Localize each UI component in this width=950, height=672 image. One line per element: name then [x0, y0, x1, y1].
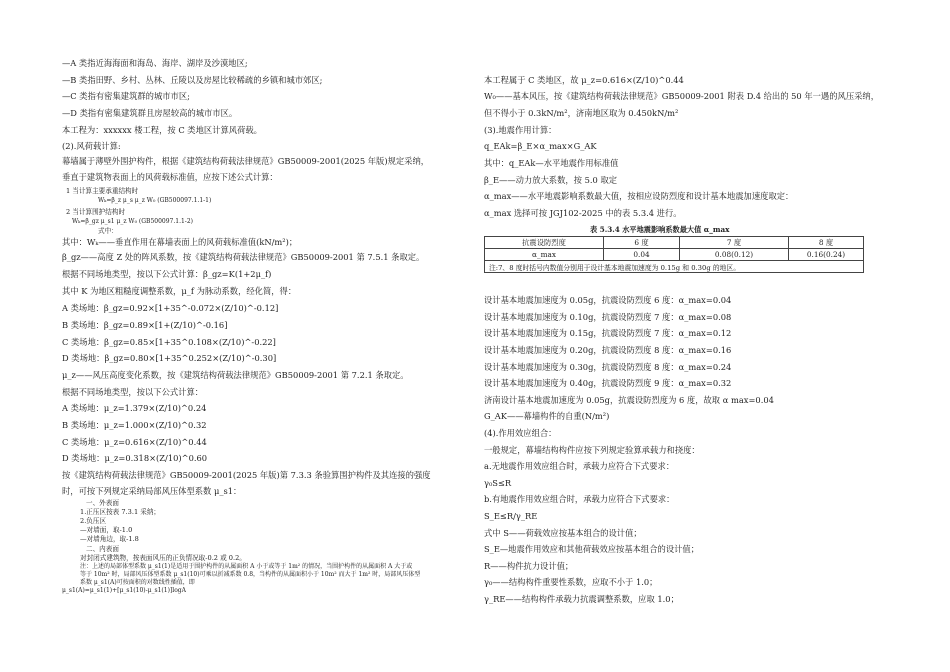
- text-line: Wₖ=β_z μ_s μ_z W₀ (GB500097.1.1-1): [98, 197, 212, 204]
- text-line: γ₀S≤R: [484, 478, 512, 488]
- table-cell: 0.04: [604, 249, 680, 261]
- table-cell: 8 度: [789, 237, 864, 249]
- text-line: B 类场地：μ_z=1.000×(Z/10)^0.32: [62, 420, 207, 430]
- text-line: G_AK——幕墙构件的自重(N/m²): [484, 411, 610, 421]
- text-line: D 类场地：β_gz=0.80×[1+35^0.252×(Z/10)^-0.30]: [62, 353, 277, 363]
- text-line: 设计基本地震加速度为 0.10g，抗震设防烈度 7 度：α_max=0.08: [484, 312, 732, 322]
- text-line: Wₖ=β_gz μ_s1 μ_z W₀ (GB500097.1.1-2): [72, 218, 193, 225]
- table-cell: 7 度: [680, 237, 789, 249]
- text-line: γ₀——结构构件重要性系数，应取不小于 1.0；: [484, 577, 658, 587]
- text-line: 一、外表面: [86, 499, 119, 507]
- table-cell: α_max: [485, 249, 604, 261]
- text-line: A 类场地：β_gz=0.92×[1+35^-0.072×(Z/10)^-0.12]: [62, 303, 279, 313]
- text-line: 其中 K 为地区粗糙度调整系数，μ_f 为脉动系数，经化简，得：: [62, 286, 297, 296]
- text-line: 系数 μ_s1(A)可按面积的对数线性插值，即: [80, 579, 195, 586]
- seismic-coefficient-table: [484, 236, 864, 273]
- text-line: (2).风荷载计算:: [62, 141, 121, 151]
- text-line: —对墙面，取-1.0: [80, 526, 133, 534]
- text-line: b.有地震作用效应组合时，承载力应符合下式要求：: [484, 494, 675, 504]
- text-line: —D 类指有密集建筑群且房屋较高的城市市区。: [62, 108, 238, 118]
- text-line: γ_RE——结构构件承载力抗震调整系数，应取 1.0；: [484, 594, 679, 604]
- text-line: 时，可按下列规定采纳局部风压体型系数 μ_s1：: [62, 486, 242, 496]
- text-line: 根据不同场地类型，按以下公式计算：: [62, 387, 204, 397]
- text-line: C 类场地：μ_z=0.616×(Z/10)^0.44: [62, 437, 207, 447]
- text-line: 二、内表面: [86, 545, 119, 553]
- table-note: 注:7、8 度时括号内数值分别用于设计基本地震加速度为 0.15g 和 0.30g 的地区。: [485, 261, 864, 273]
- text-line: 幕墙属于薄壁外围护构件，根据《建筑结构荷载法律规范》GB50009-2001(2025 年版)规定采纳，: [62, 156, 430, 166]
- text-line: α_max 选择可按 JGJ102-2025 中的表 5.3.4 进行。: [484, 208, 682, 218]
- text-line: 注：上述的局部体型系数 μ_s1(1)是适用于围护构件的从属面积 A 小于或等于 1m² 的情况，当围护构件的从属面积 A 大于或: [80, 563, 413, 570]
- text-line: 设计基本地震加速度为 0.05g，抗震设防烈度 6 度：α_max=0.04: [484, 295, 732, 305]
- text-line: 本工程属于 C 类地区，故 μ_z=0.616×(Z/10)^0.44: [484, 75, 684, 85]
- text-line: W₀——基本风压，按《建筑结构荷载法律规范》GB50009-2001 附表 D.4 给出的 50 年一遇的风压采纳，: [484, 91, 880, 101]
- text-line: 式中 S——荷载效应按基本组合的设计值；: [484, 528, 642, 538]
- table-header-row: [485, 237, 864, 249]
- table-cell: 0.08(0.12): [680, 249, 789, 261]
- text-line: C 类场地：β_gz=0.85×[1+35^0.108×(Z/10)^-0.22]: [62, 337, 276, 347]
- text-line: μ_s1(A)=μ_s1(1)+[μ_s1(10)-μ_s1(1)]logA: [62, 587, 186, 594]
- text-line: β_gz——高度 Z 处的阵风系数，按《建筑结构荷载法律规范》GB50009-2001 第 7.5.1 条取定。: [62, 252, 425, 262]
- text-line: 2 当计算围护结构时: [66, 208, 126, 216]
- text-line: 根据不同场地类型，按以下公式计算：β_gz=K(1+2μ_f): [62, 269, 272, 279]
- table-row: [485, 249, 864, 261]
- text-line: β_E——动力放大系数，按 5.0 取定: [484, 175, 618, 185]
- text-line: 设计基本地震加速度为 0.20g，抗震设防烈度 8 度：α_max=0.16: [484, 345, 732, 355]
- text-line: R——构件抗力设计值；: [484, 561, 574, 571]
- text-line: —C 类指有密集建筑群的城市市区;: [62, 91, 190, 101]
- text-line: a.无地震作用效应组合时，承载力应符合下式要求：: [484, 461, 675, 471]
- text-line: 一般规定，幕墙结构构件应按下列规定验算承载力和挠度：: [484, 445, 700, 455]
- text-line: 济南设计基本地震加速度为 0.05g，抗震设防烈度为 6 度，故取 α max=0.04: [484, 395, 774, 405]
- text-line: 本工程为：xxxxxx 楼工程，按 C 类地区计算风荷载。: [62, 125, 262, 135]
- text-line: 对封闭式建筑物，按表面风压的正负情况取-0.2 或 0.2。: [80, 554, 246, 562]
- text-line: (4).作用效应组合：: [484, 428, 557, 438]
- text-line: 设计基本地震加速度为 0.30g，抗震设防烈度 8 度：α_max=0.24: [484, 362, 732, 372]
- text-line: μ_z——风压高度变化系数，按《建筑结构荷载法律规范》GB50009-2001 第 7.2.1 条取定。: [62, 370, 409, 380]
- text-line: 设计基本地震加速度为 0.15g，抗震设防烈度 7 度：α_max=0.12: [484, 328, 732, 338]
- table-title: 表 5.3.4 水平地震影响系数最大值 α_max: [590, 225, 730, 234]
- text-line: 等于 10m² 时，局部风压体型系数 μ_s1(10)可乘以折减系数 0.8，当构件的从属面积小于 10m² 而大于 1m² 时，局部风压体型: [80, 571, 421, 578]
- table-note-row: [485, 261, 864, 273]
- text-line: —B 类指田野、乡村、丛林、丘陵以及房屋比较稀疏的乡镇和城市郊区;: [62, 75, 323, 85]
- text-line: 1 当计算主要承重结构时: [66, 187, 139, 195]
- table-cell: 抗震设防烈度: [485, 237, 604, 249]
- text-line: 垂直于建筑物表面上的风荷载标准值，应按下述公式计算：: [62, 172, 278, 182]
- text-line: 其中：Wₖ——垂直作用在幕墙表面上的风荷载标准值(kN/m²)；: [62, 237, 298, 247]
- text-line: 按《建筑结构荷载法律规范》GB50009-2001(2025 年版)第 7.3.3 条验算围护构件及其连接的强度: [62, 470, 431, 480]
- text-line: S_E—地震作用效应和其他荷载效应按基本组合的设计值；: [484, 544, 700, 554]
- text-line: D 类场地：μ_z=0.318×(Z/10)^0.60: [62, 453, 208, 463]
- text-line: 式中：: [98, 227, 118, 235]
- text-line: —A 类指近海海面和海岛、海岸、湖岸及沙漠地区;: [62, 58, 248, 68]
- table-cell: 0.16(0.24): [789, 249, 864, 261]
- text-line: q_EAk=β_E×α_max×G_AK: [484, 141, 597, 151]
- text-line: 但不得小于 0.3kN/m²，济南地区取为 0.450kN/m²: [484, 108, 679, 118]
- text-line: 2.负压区: [80, 517, 107, 525]
- text-line: —对墙角边，取-1.8: [80, 535, 139, 543]
- text-line: 1.正压区按表 7.3.1 采纳；: [80, 508, 161, 516]
- text-line: α_max——水平地震影响系数最大值，按相应设防烈度和设计基本地震加速度取定：: [484, 191, 794, 201]
- text-line: (3).地震作用计算：: [484, 125, 557, 135]
- text-line: 设计基本地震加速度为 0.40g，抗震设防烈度 9 度：α_max=0.32: [484, 378, 732, 388]
- table-cell: 6 度: [604, 237, 680, 249]
- text-line: 其中：q_EAk—水平地震作用标准值: [484, 158, 619, 168]
- text-line: B 类场地：β_gz=0.89×[1+(Z/10)^-0.16]: [62, 320, 228, 330]
- text-line: A 类场地：μ_z=1.379×(Z/10)^0.24: [62, 403, 207, 413]
- text-line: S_E≤R/γ_RE: [484, 511, 538, 521]
